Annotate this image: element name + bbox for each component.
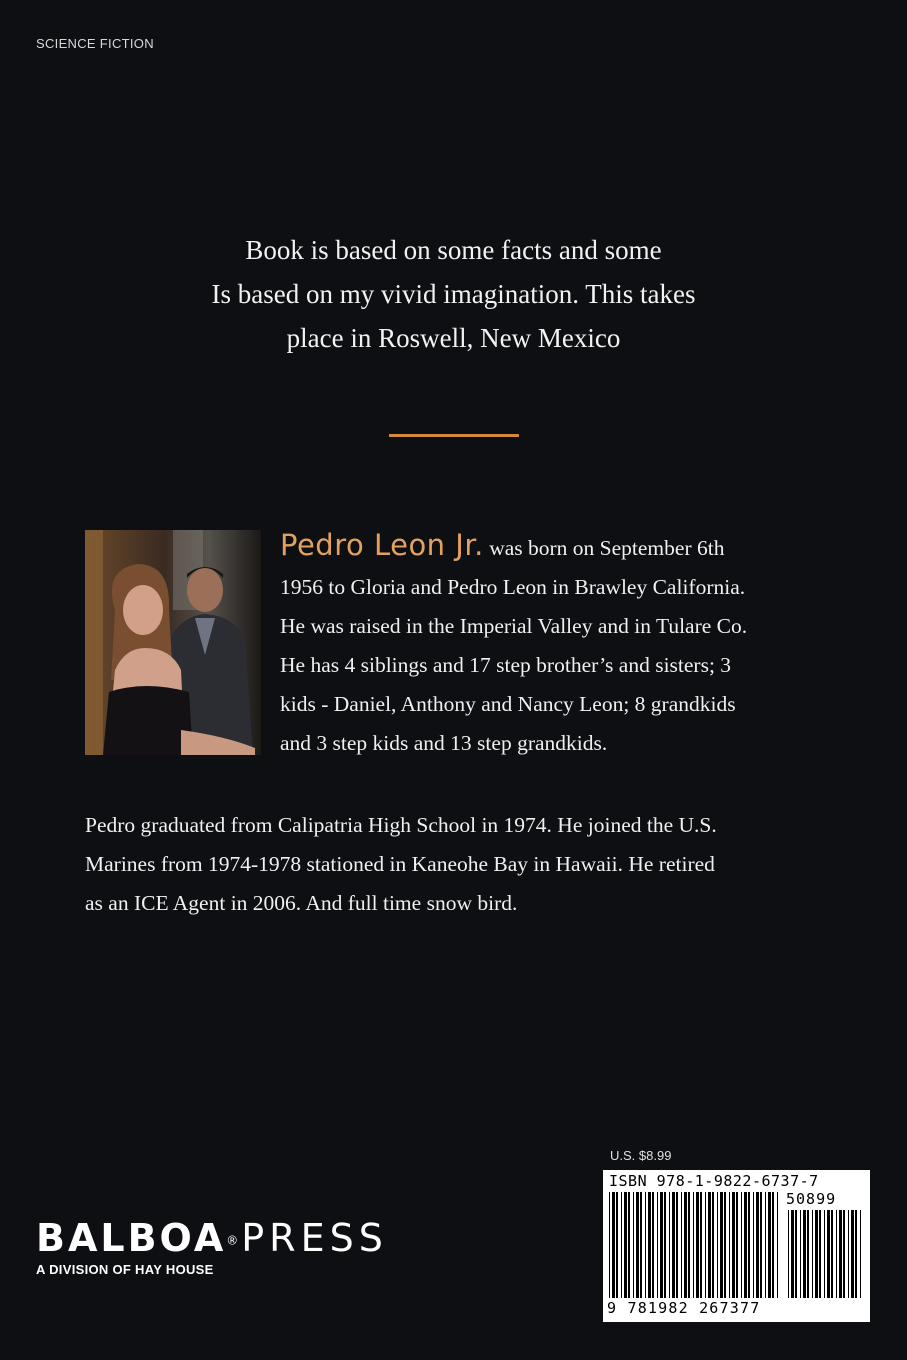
- barcode-number: 9 781982 267377: [607, 1299, 761, 1317]
- publisher-logo: [36, 1216, 388, 1277]
- blurb-line: Book is based on some facts and some: [245, 235, 662, 265]
- blurb-line: Is based on my vivid imagination. This takes: [211, 279, 696, 309]
- publisher-name-light: PRESS: [241, 1216, 388, 1260]
- bio-line: He has 4 siblings and 17 step brother’s and sisters; 3: [280, 653, 732, 677]
- bio-line: kids - Daniel, Anthony and Nancy Leon; 8 grandkids: [280, 692, 736, 716]
- barcode-bars: [607, 1192, 783, 1298]
- addon-barcode-bars: [786, 1210, 864, 1298]
- bio-line: He was raised in the Imperial Valley and in Tulare Co.: [280, 614, 748, 638]
- bio-first-line: [280, 528, 840, 568]
- divider-line: [389, 434, 519, 437]
- blurb-line: place in Roswell, New Mexico: [286, 323, 621, 353]
- bio-line: as an ICE Agent in 2006. And full time snow bird.: [85, 891, 518, 915]
- publisher-tagline: A DIVISION OF HAY HOUSE: [36, 1262, 214, 1277]
- bio-line: Marines from 1974-1978 stationed in Kaneohe Bay in Hawaii. He retired: [85, 852, 715, 876]
- isbn-text: ISBN 978-1-9822-6737-7: [609, 1172, 819, 1190]
- bio-line: 1956 to Gloria and Pedro Leon in Brawley California.: [280, 575, 746, 599]
- barcode: [603, 1170, 870, 1322]
- author-name: Pedro Leon Jr.: [280, 528, 484, 562]
- publisher-name: [36, 1216, 388, 1260]
- bio-line: and 3 step kids and 13 step grandkids.: [280, 731, 608, 755]
- blurb: [120, 228, 787, 360]
- author-photo: [85, 530, 261, 755]
- author-bio: [280, 528, 840, 763]
- genre-label: SCIENCE FICTION: [36, 36, 154, 51]
- addon-number: 50899: [786, 1190, 837, 1208]
- publisher-name-bold: BALBOA: [36, 1216, 227, 1260]
- author-bio-paragraph-2: [85, 806, 845, 923]
- registered-mark: ®: [226, 1233, 242, 1248]
- price-label: U.S. $8.99: [610, 1148, 672, 1163]
- bio-first-line-rest: was born on September 6th: [483, 536, 725, 560]
- bio-line: Pedro graduated from Calipatria High School in 1974. He joined the U.S.: [85, 813, 717, 837]
